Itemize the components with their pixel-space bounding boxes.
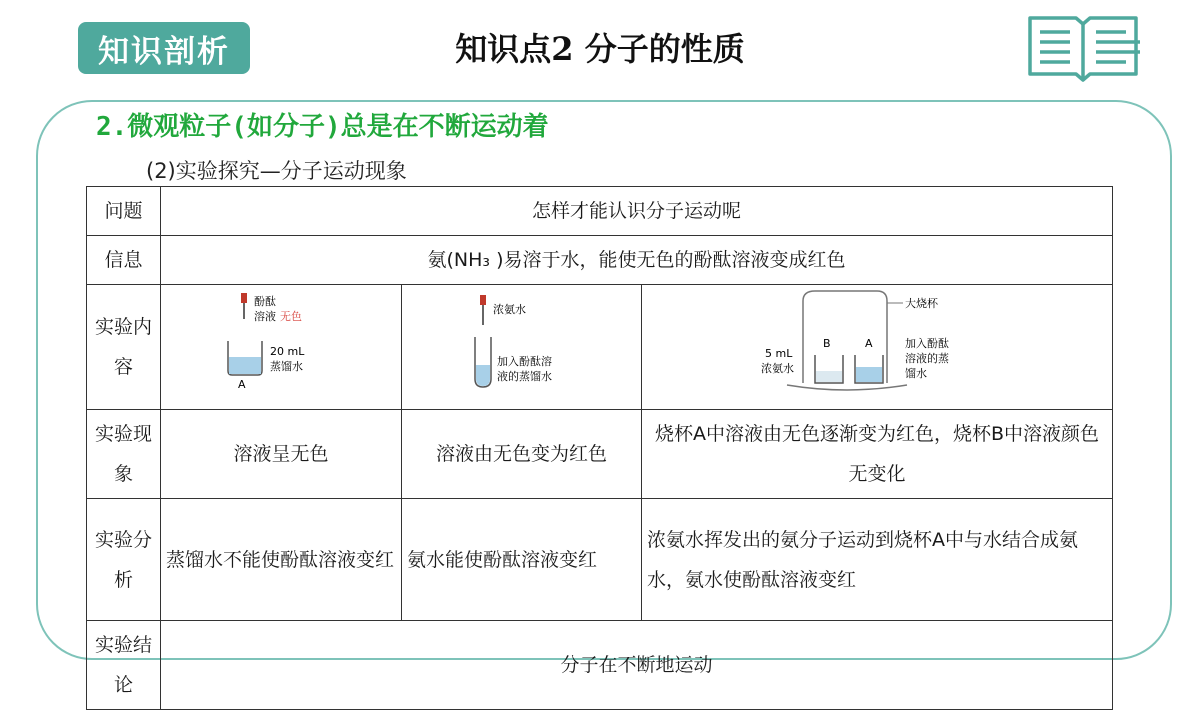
analysis-cell-3: 浓氨水挥发出的氨分子运动到烧杯A中与水结合成氨水，氨水使酚酞溶液变红: [642, 499, 1113, 621]
row-label-info: 信息: [87, 236, 161, 285]
fig1-dropper-label: 酚酞: [254, 295, 276, 308]
phenomenon-cell-2: 溶液由无色变为红色: [402, 410, 642, 499]
test-tube-figure: [407, 285, 637, 395]
fig1-colorless-note: 无色: [280, 310, 302, 323]
row-label-phenomenon: 实验现象: [87, 410, 161, 499]
fig2-tube-label2: 液的蒸馏水: [496, 370, 552, 383]
beaker-a-figure: [166, 285, 396, 395]
conclusion-text: 分子在不断地运动: [161, 621, 1113, 710]
experiment-table: [86, 186, 1113, 710]
figure-test-tube: [402, 285, 642, 410]
fig3-label-a: A: [865, 337, 873, 350]
fig2-tube-label1: 加入酚酞溶: [496, 355, 552, 368]
question-text: 怎样才能认识分子运动呢: [161, 187, 1113, 236]
figure-large-beaker: [642, 285, 1113, 410]
row-label-conclusion: 实验结论: [87, 621, 161, 710]
analysis-cell-2: 氨水能使酚酞溶液变红: [402, 499, 642, 621]
section-heading: 2.微观粒子(如分子)总是在不断运动着: [96, 112, 549, 142]
page-title: 知识点2 分子的性质: [455, 30, 745, 68]
fig3-right-label1: 加入酚酞: [905, 337, 950, 350]
table-row-question: [87, 187, 1113, 236]
table-row-conclusion: [87, 621, 1113, 710]
fig3-big-beaker-label: 大烧杯: [905, 297, 939, 310]
fig1-liquid-label: 蒸馏水: [270, 360, 303, 373]
table-row-phenomenon: [87, 410, 1113, 499]
large-beaker-figure: [647, 285, 1107, 395]
subheading: (2)实验探究—分子运动现象: [146, 159, 407, 183]
row-label-question: 问题: [87, 187, 161, 236]
analysis-cell-1: 蒸馏水不能使酚酞溶液变红: [161, 499, 402, 621]
table-row-content: [87, 285, 1113, 410]
info-text: 氨(NH₃ )易溶于水，能使无色的酚酞溶液变成红色: [161, 236, 1113, 285]
phenomenon-cell-1: 溶液呈无色: [161, 410, 402, 499]
fig1-beaker-label: A: [238, 378, 246, 391]
fig2-dropper-label: 浓氨水: [492, 303, 526, 316]
table-row-info: [87, 236, 1113, 285]
fig1-dropper-label2: 溶液: [254, 310, 276, 323]
phenomenon-cell-3: 烧杯A中溶液由无色逐渐变为红色，烧杯B中溶液颜色无变化: [642, 410, 1113, 499]
fig3-right-label3: 馏水: [905, 367, 928, 380]
section-badge: 知识剖析: [78, 22, 250, 74]
fig3-left-label1: 5 mL: [765, 347, 793, 360]
fig3-left-label2: 浓氨水: [761, 362, 795, 375]
open-book-icon: [1024, 10, 1142, 82]
row-label-content: 实验内容: [87, 285, 161, 410]
fig1-volume-label: 20 mL: [270, 345, 305, 358]
row-label-analysis: 实验分析: [87, 499, 161, 621]
table-row-analysis: [87, 499, 1113, 621]
fig3-label-b: B: [823, 337, 831, 350]
figure-beaker-phenolphthalein: [161, 285, 402, 410]
fig3-right-label2: 溶液的蒸: [905, 352, 950, 365]
